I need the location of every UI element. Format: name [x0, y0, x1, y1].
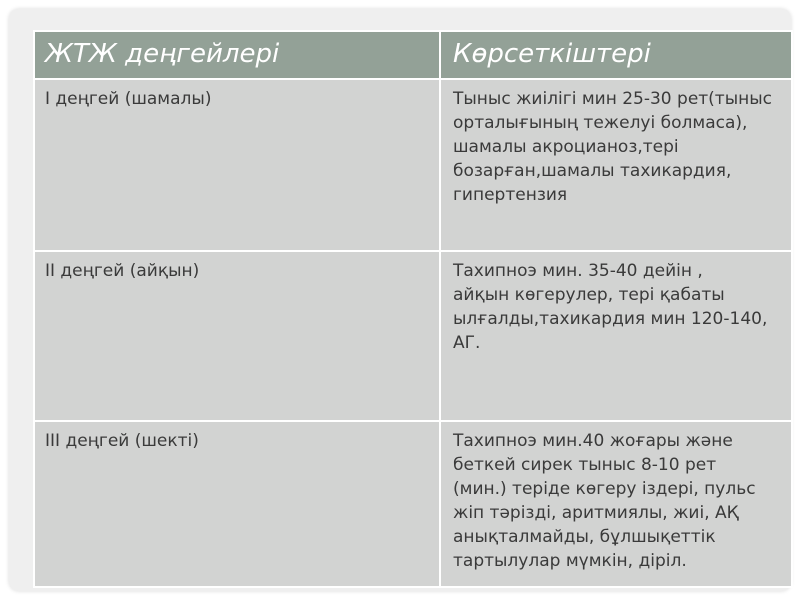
table-header-row	[34, 31, 792, 79]
level-cell: II деңгей (айқын)	[34, 251, 440, 421]
level-cell: III деңгей (шекті)	[34, 421, 440, 587]
indicators-cell: Тыныс жиілігі мин 25-30 рет(тыныс орталығының тежелуі болмаса), шамалы акроцианоз,тері бозарған,шамалы тахикардия, гипертензия	[440, 79, 792, 251]
table-row	[34, 251, 792, 421]
slide	[9, 9, 791, 591]
table-row	[34, 79, 792, 251]
header-levels: ЖТЖ деңгейлері	[34, 31, 440, 79]
indicators-cell: Тахипноэ мин. 35-40 дейін , айқын көгерулер, тері қабаты ылғалды,тахикардия мин 120-140, АГ.	[440, 251, 792, 421]
table-row	[34, 421, 792, 587]
level-cell: I деңгей (шамалы)	[34, 79, 440, 251]
header-indicators: Көрсеткіштері	[440, 31, 792, 79]
indicators-cell: Тахипноэ мин.40 жоғары және беткей сирек тыныс 8-10 рет (мин.) теріде көгеру іздері, пульс жіп тәрізді, аритмиялы, жиі, АҚ анықталмайды, бұлшықеттік тартылулар мүмкін, діріл.	[440, 421, 792, 587]
severity-table	[33, 30, 793, 588]
